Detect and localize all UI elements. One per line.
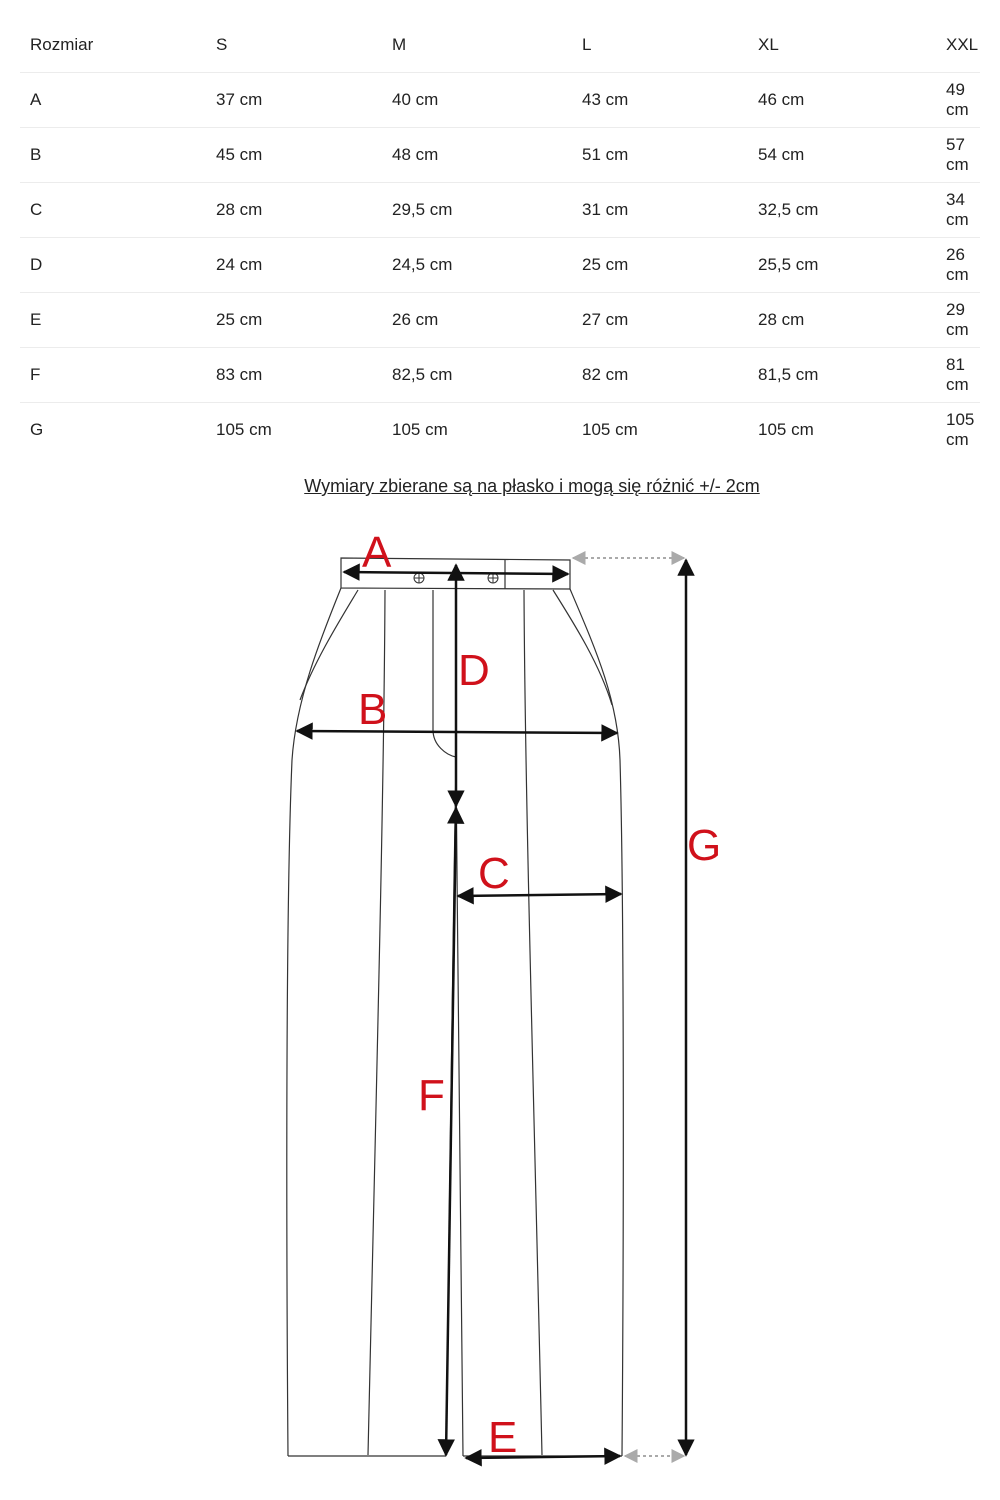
right-leg-outer-seam [570,589,623,1456]
table-cell: 43 cm [572,73,748,128]
table-cell: 26 cm [936,238,980,293]
table-cell: 81,5 cm [748,348,936,403]
table-cell: 105 cm [392,420,448,439]
label-b: B [358,685,388,734]
table-cell: 82 cm [572,348,748,403]
table-cell: 27 cm [572,293,748,348]
table-cell: 29 cm [936,293,980,348]
size-header-s: S [206,18,382,73]
table-cell: 48 cm [382,128,572,183]
trousers-measurement-diagram [0,520,1000,1495]
table-row [20,403,980,458]
table-cell: 57 cm [936,128,980,183]
table-cell: 81 cm [936,348,980,403]
row-label-e: E [20,293,206,348]
table-cell: 46 cm [748,73,936,128]
label-a: A [362,528,392,577]
button-icon [414,573,424,583]
table-cell: 25,5 cm [748,238,936,293]
table-cell: 54 cm [748,128,936,183]
left-pocket [300,590,358,700]
table-row [20,73,980,128]
table-cell: 28 cm [206,183,382,238]
table-cell: 25 cm [572,238,748,293]
table-cell: 83 cm [206,348,382,403]
label-e: E [488,1413,518,1462]
table-cell: 51 cm [572,128,748,183]
label-g: G [687,821,722,870]
size-chart-table [20,18,980,457]
table-row [20,238,980,293]
label-c: C [478,849,510,898]
table-row [20,293,980,348]
table-cell: 26 cm [382,293,572,348]
row-label-b: B [20,128,206,183]
table-cell: 40 cm [382,73,572,128]
size-header-m: M [382,18,572,73]
arrow-f [446,808,456,1455]
table-cell: 82,5 cm [382,348,572,403]
table-cell: 32,5 cm [748,183,936,238]
size-header-xl: XL [748,18,936,73]
table-row [20,183,980,238]
table-cell: 25 cm [206,293,382,348]
size-header-row [20,18,980,73]
left-leg-outer-seam [287,588,341,1456]
table-cell: 29,5 cm [382,183,572,238]
row-label-f: F [20,348,206,403]
table-row [20,348,980,403]
table-cell: 31 cm [572,183,748,238]
label-d: D [458,646,490,695]
measurement-note: Wymiary zbierane są na płasko i mogą się różnić +/- 2cm [304,476,760,496]
table-cell: 105 cm [582,420,638,439]
table-cell: 45 cm [206,128,382,183]
table-cell: 49 cm [936,73,980,128]
table-cell: 24,5 cm [382,238,572,293]
table-cell: 34 cm [936,183,980,238]
right-inseam [456,760,463,1456]
table-cell: 24 cm [206,238,382,293]
row-label-d: D [20,238,206,293]
table-cell: 105 cm [946,410,975,449]
row-label-a: A [20,73,206,128]
right-crease [524,590,542,1455]
size-header-xxl: XXL [936,18,980,73]
row-label-g: G [30,420,44,439]
row-label-c: C [20,183,206,238]
size-header-label: Rozmiar [20,18,206,73]
table-cell: 105 cm [216,420,272,439]
table-cell: 105 cm [758,420,814,439]
table-row [20,128,980,183]
size-header-l: L [572,18,748,73]
table-cell: 37 cm [206,73,382,128]
label-f: F [418,1071,445,1120]
right-pocket [553,590,612,705]
table-cell: 28 cm [748,293,936,348]
